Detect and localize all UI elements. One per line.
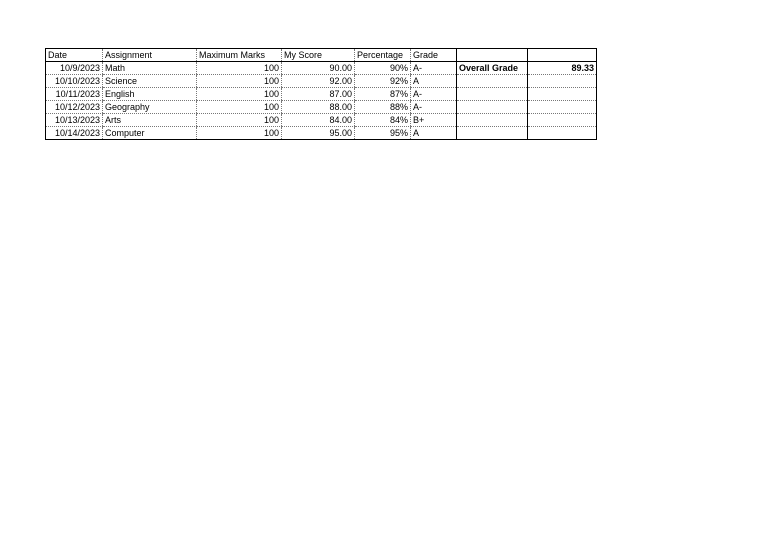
date-cell[interactable]: 10/11/2023	[46, 88, 103, 101]
empty-cell[interactable]	[528, 49, 597, 62]
assignment-cell[interactable]: Science	[103, 75, 197, 88]
header-assignment[interactable]: Assignment	[103, 49, 197, 62]
empty-cell[interactable]	[528, 101, 597, 114]
date-cell[interactable]: 10/14/2023	[54, 128, 100, 138]
table-row	[46, 75, 597, 88]
assignment-cell[interactable]: Geography	[103, 101, 197, 114]
assignment-cell[interactable]: Arts	[103, 114, 197, 127]
table-row	[46, 101, 597, 114]
percentage-cell[interactable]: 84%	[355, 114, 411, 127]
assignment-cell[interactable]: Math	[103, 62, 197, 75]
table-row	[46, 62, 597, 75]
percentage-cell[interactable]: 87%	[355, 88, 411, 101]
date-cell[interactable]: 10/13/2023	[46, 114, 103, 127]
header-date[interactable]: Date	[46, 49, 103, 62]
header-my-score[interactable]: My Score	[282, 49, 355, 62]
my-score-cell[interactable]: 87.00	[282, 88, 355, 101]
grade-cell[interactable]: B+	[411, 114, 457, 127]
grades-sheet	[45, 48, 597, 140]
table-row	[46, 127, 597, 140]
my-score-cell[interactable]: 95.00	[282, 127, 355, 140]
maximum-marks-cell[interactable]: 100	[197, 127, 282, 140]
grade-cell[interactable]: A	[411, 127, 457, 140]
percentage-cell[interactable]: 88%	[355, 101, 411, 114]
grade-cell[interactable]: A-	[411, 62, 457, 75]
percentage-cell[interactable]: 90%	[355, 62, 411, 75]
date-cell[interactable]: 10/9/2023	[46, 62, 103, 75]
percentage-cell[interactable]: 92%	[355, 75, 411, 88]
date-cell[interactable]: 10/10/2023	[46, 75, 103, 88]
empty-cell[interactable]	[528, 88, 597, 101]
grade-cell[interactable]: A-	[411, 101, 457, 114]
header-row	[46, 49, 597, 62]
empty-cell[interactable]	[528, 127, 597, 140]
my-score-cell[interactable]: 90.00	[282, 62, 355, 75]
empty-cell[interactable]	[457, 88, 528, 101]
header-grade[interactable]: Grade	[411, 49, 457, 62]
my-score-cell[interactable]: 84.00	[282, 114, 355, 127]
empty-cell[interactable]	[457, 101, 528, 114]
my-score-cell[interactable]: 92.00	[282, 75, 355, 88]
maximum-marks-cell[interactable]: 100	[197, 114, 282, 127]
maximum-marks-cell[interactable]: 100	[197, 62, 282, 75]
empty-cell[interactable]	[457, 75, 528, 88]
empty-cell[interactable]	[528, 114, 597, 127]
date-cell[interactable]: 10/12/2023	[46, 101, 103, 114]
header-maximum-marks[interactable]: Maximum Marks	[197, 49, 282, 62]
maximum-marks-cell[interactable]: 100	[197, 88, 282, 101]
assignment-cell[interactable]: Computer	[103, 127, 197, 140]
my-score-cell[interactable]: 88.00	[282, 101, 355, 114]
percentage-cell[interactable]: 95%	[355, 127, 411, 140]
table-row	[46, 114, 597, 127]
maximum-marks-cell[interactable]: 100	[197, 101, 282, 114]
maximum-marks-cell[interactable]: 100	[197, 75, 282, 88]
empty-cell[interactable]	[457, 127, 528, 140]
empty-cell[interactable]	[457, 49, 528, 62]
overall-grade-value[interactable]: 89.33	[528, 62, 597, 75]
header-percentage[interactable]: Percentage	[355, 49, 411, 62]
table-row	[46, 88, 597, 101]
empty-cell[interactable]	[528, 75, 597, 88]
grade-cell[interactable]: A-	[411, 88, 457, 101]
assignment-cell[interactable]: English	[103, 88, 197, 101]
grade-cell[interactable]: A	[411, 75, 457, 88]
overall-grade-label[interactable]: Overall Grade	[457, 62, 528, 75]
empty-cell[interactable]	[457, 114, 528, 127]
